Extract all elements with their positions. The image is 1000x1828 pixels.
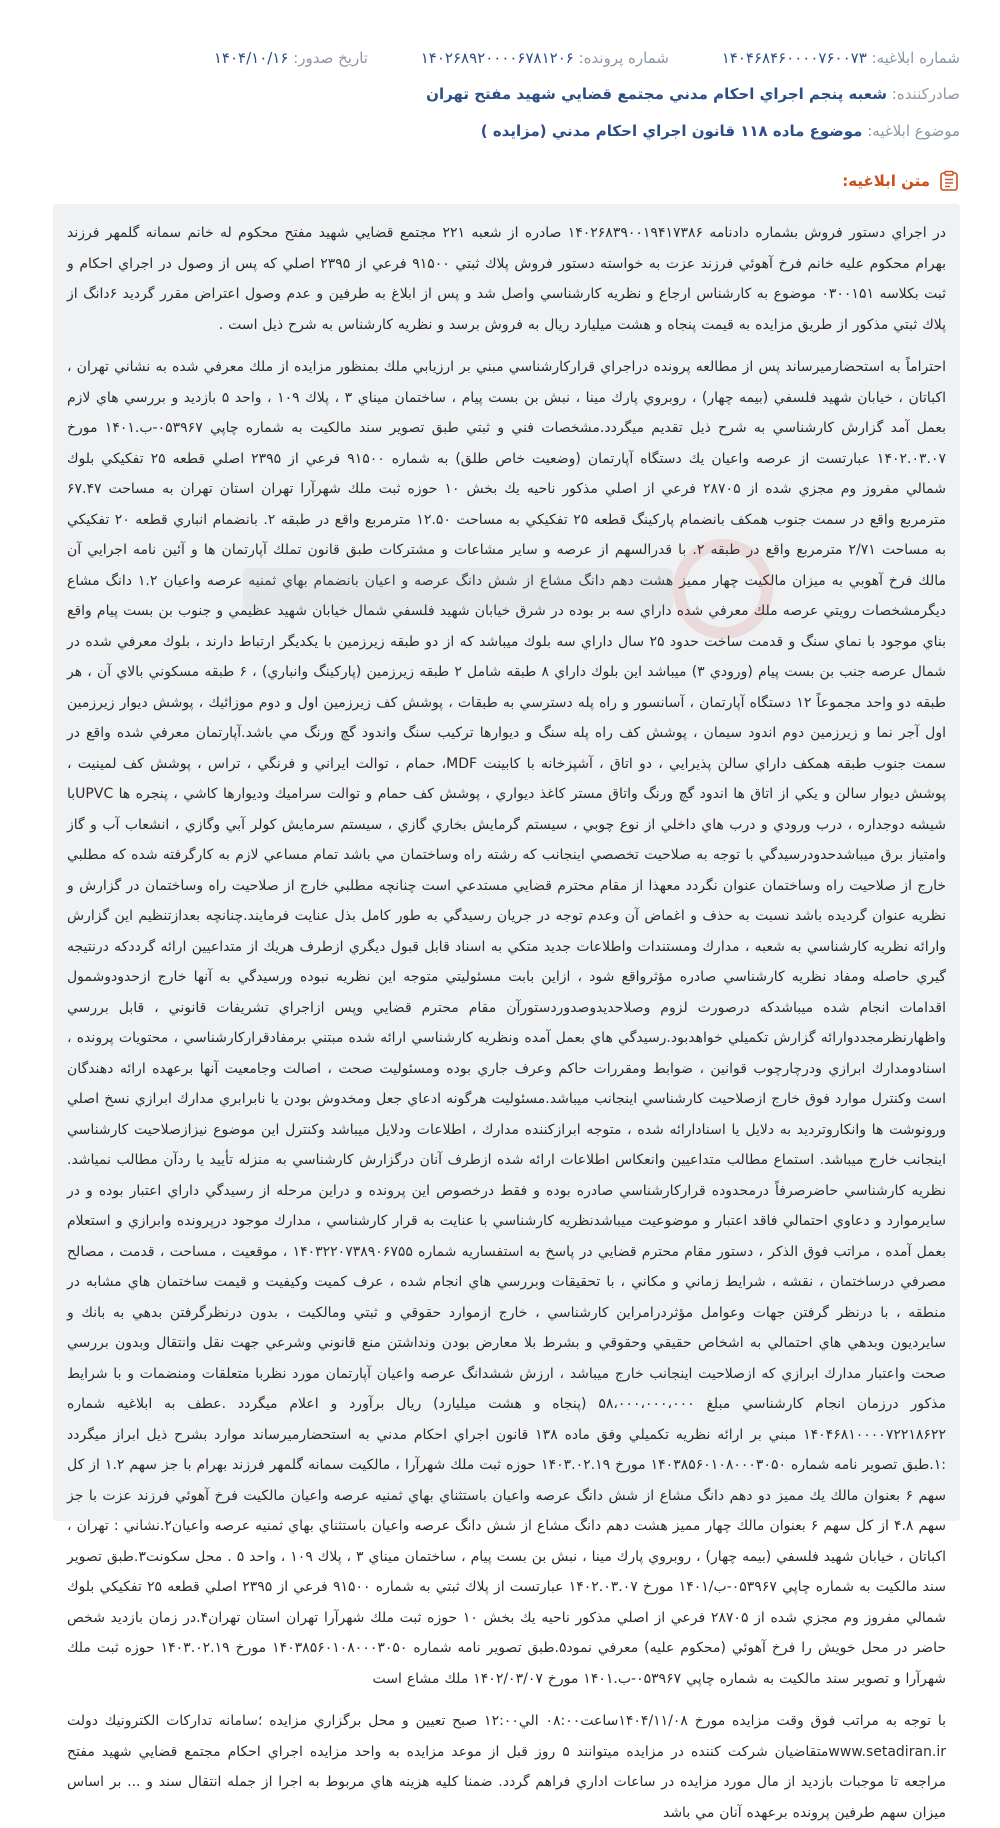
body-paragraph-3: با توجه به مراتب فوق وقت مزايده مورخ ۱۴۰۴/۱۱/۰۸ساعت۰۸:۰۰ الي۱۲:۰۰ صبح تعيين و محل برگزاري مزايده ؛سامانه تداركات الكترونيك دولت www.setadiran.irمتقاضيان شركت كننده در مزايده ميتوانند ۵ روز قبل از موعد مزايده به واحد مزايده اجراي احكام مجتمع قضايي شهيد مفتح مراجعه تا موجبات بازديد از مال مورد مزايده در ساعات اداري فراهم گردد. ضمنا كليه هزينه هاي مربوط به اجرا از جمله انتقال سند و ... بر اساس ميزان سهم طرفين پرونده برعهده آنان مي باشد	[67, 1713, 946, 1821]
body-paragraph-2: احتراماً به استحضارميرساند پس از مطالعه پرونده دراجراي قراركارشناسي مبني بر ارزيابي ملك بمنظور مزايده از ملك معرفي شده به نشاني تهران ، اكباتان ، خيابان شهيد فلسفي (بيمه چهار) ، روبروي پارك مينا ، نبش بن بست پيام ، ساختمان ميناي ۳ ، پلاك ۱۰۹ ، واحد ۵ بازديد و بررسي هاي لازم بعمل آمد گزارش كارشناسي به شرح ذيل تقديم ميگردد.مشخصات فني و ثبتي طبق تصوير سند مالكيت به شماره چاپي ۰۵۳۹۶۷-ب.۱۴۰۱ مورخ ۱۴۰۲.۰۳.۰۷ عبارتست از عرصه واعيان يك دستگاه آپارتمان (وضعيت خاص طلق) به شماره ۹۱۵۰۰ فرعي از ۲۳۹۵ اصلي قطعه ۲۵ تفكيكي بلوك شمالي مفروز وم مجزي شده از ۲۸۷۰۵ فرعي از اصلي مذكور ناحيه يك بخش ۱۰ حوزه ثبت ملك شهرآرا تهران استان تهران به مساحت ۶۷.۴۷ مترمربع واقع در سمت جنوب همكف بانضمام پاركينگ قطعه ۲۵ تفكيكي به مساحت ۱۲.۵۰ مترمربع واقع در طبقه ۲. بانضمام انباري قطعه ۲۰ تفكيكي به مساحت ۲/۷۱ مترمربع واقع در طبقه ۲. با قدرالسهم از عرصه و ساير مشاعات و مشتركات طبق قانون تملك آپارتمان ها و آئين نامه اجرايي آن مالك فرخ آهوبي به ميزان مالكيت چهار مميز هشت دهم دانگ مشاع از شش دانگ عرصه و اعيان بانضمام بهاي ثمنيه عرصه واعيان ۱.۲ دانگ مشاع ديگرمشخصات رويتي عرصه ملك معرفي شده داراي سه بر بوده در شرق خيابان شهيد فلسفي شمال خيابان شهيد عظيمي و جنوب بن بست پيام واقع بناي موجود با نماي سنگ و قدمت ساخت حدود ۲۵ سال داراي سه بلوك ميباشد كه از دو طبقه زيرزمين با يكديگر ارتباط دارند ، بلوك معرفي شده در شمال عرصه جنب بن بست پيام (ورودي ۳) ميباشد اين بلوك داراي ۸ طبقه شامل ۲ طبقه زيرزمين (پاركينگ وانباري) ، ۶ طبقه مسكوني بالاي آن ، هر طبقه دو واحد مجموعاً ۱۲ دستگاه آپارتمان ، آسانسور و راه پله دسترسي به طبقات ، پوشش كف زيرزمين اول و دوم موزائيك ، پوشش ديوار زيرزمين اول آجر نما و زيرزمين دوم اندود سيمان ، پوشش كف راه پله سنگ و ديوارها تركيب سنگ واندود گچ ورنگ مي باشد.آپارتمان معرفي شده واقع در سمت جنوب طبقه همكف داراي سالن پذيرايي ، دو اتاق ، آشپزخانه با كابينت MDF، حمام ، توالت ايراني و فرنگي ، تراس ، پوشش كف لمينيت ، پوشش ديوار سالن و يكي از اتاق ها اندود گچ ورنگ واتاق مستر كاغذ ديواري ، پوشش كف حمام و توالت سراميك وديوارها كاشي ، پنجره ها UPVCبا شيشه دوجداره ، درب ورودي و درب هاي داخلي از نوع چوبي ، سيستم گرمايش بخاري گازي ، سيستم سرمايش كولر آبي وگازي ، انشعاب آب و گاز وامتياز برق ميباشدحدودرسيدگي با توجه به صلاحيت تخصصي اينجانب كه رشته راه وساختمان مي باشد تمام مساعي لازم به كارگرفته شده كه مطلبي خارج از صلاحيت راه وساختمان عنوان نگردد معهذا از مقام محترم قضايي مستدعي است چنانچه مطلبي خارج از صلاحيت راه وساختمان در گزارش و نظريه عنوان گرديده باشد نسبت به حذف و اغماض آن وعدم توجه در جريان رسيدگي به طور كامل بذل عنايت فرمايند.چنانچه بعدازتنظيم اين گزارش وارائه نظريه كارشناسي به شعبه ، مدارك ومستندات واطلاعات جديد متكي به اسناد قابل قبول ديگري ازطرف هريك از متداعيين ارائه گرددكه درنتيجه گيري حاصله ومفاد نظريه كارشناسي صادره مؤثرواقع شود ، ازاين بابت مسئوليتي متوجه اين نظريه نبوده ورسيدگي به آنها خارج ازحدودوشمول اقدامات انجام شده ميباشدكه درصورت لزوم وصلاحديدوصدوردستورآن مقام محترم قضايي وپس ازاجراي تشريفات قانوني ، قابل بررسي واظهارنظرمجددوارائه گزارش تكميلي خواهدبود.رسيدگي هاي بعمل آمده ونظريه كارشناسي ارائه شده مبتني برمفادقراركارشناسي ، محتويات پرونده ، اسنادومدارك ابرازي ودرچارچوب قوانين ، ضوابط ومقررات حاكم وعرف جاري بوده ومسئوليت صحت ، اصالت وجامعيت آنها برعهده ارائه دهندگان است وكنترل موارد فوق خارج ازصلاحيت كارشناسي اينجانب ميباشد.مسئوليت هرگونه ادعاي جعل ومخدوش بودن يا نابرابري مدارك ابرازي نسخ اصلي ورونوشت ها وانكاروترديد به دلايل يا اسنادارائه شده ، متوجه ابرازكننده مدارك ، اطلاعات ودلايل ميباشد وكنترل اين موضوع نيزازصلاحيت كارشناسي اينجانب خارج ميباشد. استماع مطالب متداعيين وانعكاس اطلاعات ارائه شده ازطرف آنان درگزارش كارشناسي به منزله تأييد يا ردآن مطالب نمياشد. نظريه كارشناسي حاضرصرفاً درمحدوده قراركارشناسي صادره بوده و فقط درخصوص اين پرونده و دراين مرحله از رسيدگي داراي اعتبار بوده و در سايرموارد و دعاوي احتمالي فاقد اعتبار و موضوعيت ميباشدنظريه كارشناسي با عنايت به قرار كارشناسي ، مدارك موجود درپرونده وابرازي و استعلام بعمل آمده ، مراتب فوق الذكر ، دستور مقام محترم قضايي در پاسخ به استفساريه شماره ۱۴۰۳۲۲۰۷۳۸۹۰۶۷۵۵ ، موقعيت ، مساحت ، قدمت ، مصالح مصرفي درساختمان ، نقشه ، شرايط زماني و مكاني ، با تحقيقات وبررسي هاي انجام شده ، عرف كميت وكيفيت و قيمت ساختمان هاي مشابه در منطقه ، با درنظر گرفتن جهات وعوامل مؤثردرامراين كارشناسي ، خارج ازموارد حقوقي و ثبتي ومالكيت ، بدون درنظرگرفتن بدهي به بانك و سايرديون وبدهي هاي احتمالي به اشخاص حقيقي وحقوقي و بشرط بلا معارض بودن ونداشتن منع قانوني وشرعي جهت نقل وانتقال وبدون بررسي صحت واعتبار مدارك ابرازي كه ازصلاحيت اينجانب خارج ميباشد ، ارزش ششدانگ عرصه واعيان آپارتمان مورد نظربا متعلقات ومنضمات و با شرايط مذكور درزمان انجام كارشناسي مبلغ ۵۸،۰۰۰،۰۰۰،۰۰۰ (پنجاه و هشت ميليارد) ريال برآورد و اعلام ميگردد .عطف به ابلاغيه شماره ۱۴۰۴۶۸۱۰۰۰۰۷۲۲۱۸۶۲۲ مبني بر ارائه نظريه تكميلي وفق ماده ۱۳۸ قانون اجراي احكام مدني به استحضارميرساند موارد بشرح ذيل ابراز ميگردد :۱.طبق تصوير نامه شماره ۱۴۰۳۸۵۶۰۱۰۸۰۰۰۳۰۵۰ مورخ ۱۴۰۳.۰۲.۱۹ حوزه ثبت ملك شهرآرا ، مالكيت سمانه گلمهر فرزند بهرام با جز سهم ۱.۲ از كل سهم ۶ بعنوان مالك يك مميز دو دهم دانگ مشاع از شش دانگ عرصه واعيان باستثناي بهاي ثمنيه عرصه واعيان مالكيت فرخ آهوئي فرزند عزت با جز سهم ۴.۸ از كل سهم ۶ بعنوان مالك چهار مميز هشت دهم دانگ مشاع از شش دانگ عرصه واعيان باستثناي بهاي ثمنيه عرصه واعيان۲.نشاني : تهران ، اكباتان ، خيابان شهيد فلسفي (بيمه چهار) ، روبروي پارك مينا ، نبش بن بست پيام ، ساختمان ميناي ۳ ، پلاك ۱۰۹ ، واحد ۵ . محل سكونت۳.طبق تصوير سند مالكيت به شماره چاپي ۰۵۳۹۶۷-ب/۱۴۰۱ مورخ ۱۴۰۲.۰۳.۰۷ عبارتست از پلاك ثبتي به شماره ۹۱۵۰۰ فرعي از ۲۳۹۵ اصلي قطعه ۲۵ تفكيكي بلوك شمالي مفروز وم مجزي شده از ۲۸۷۰۵ فرعي از اصلي مذكور ناحيه يك بخش ۱۰ حوزه ثبت ملك شهرآرا تهران استان تهران۴.در زمان بازديد شخص حاضر در محل خويش را فرخ آهوئي (محكوم عليه) معرفي نمود۵.طبق تصوير نامه شماره ۱۴۰۳۸۵۶۰۱۰۸۰۰۰۳۰۵۰ مورخ ۱۴۰۳.۰۲.۱۹ حوزه ثبت ملك شهرآرا و تصوير سند مالكيت به شماره چاپي ۰۵۳۹۶۷-ب.۱۴۰۱ مورخ ۱۴۰۲/۰۳/۰۷ ملك مشاع است	[67, 359, 947, 1687]
file-number	[421, 47, 669, 69]
header-row-numbers	[40, 47, 960, 69]
subject-value: موضوع ماده ۱۱۸ قانون اجراي احكام مدني (مزايده )	[480, 122, 863, 140]
header-row-subject	[40, 120, 960, 142]
issuer-label: صادرکننده:	[891, 85, 960, 103]
issue-date	[214, 47, 368, 69]
file-number-value: ۱۴۰۲۶۸۹۲۰۰۰۰۶۷۸۱۲۰۶	[420, 49, 574, 67]
notice-number-label: شماره ابلاغیه:	[871, 49, 960, 67]
notice-body	[53, 204, 960, 1821]
issuer-value: شعبه پنجم اجراي احكام مدني مجتمع قضايي شهيد مفتح تهران	[426, 85, 887, 103]
notice-number-value: ۱۴۰۴۶۸۴۶۰۰۰۰۷۶۰۰۷۳	[721, 49, 867, 67]
header-row-issuer	[40, 83, 960, 105]
notice-number	[722, 47, 960, 69]
body-paragraph-1: در اجراي دستور فروش بشماره دادنامه ۱۴۰۲۶۸۳۹۰۰۱۹۴۱۷۳۸۶ صادره از شعبه ۲۲۱ مجتمع قضايي شهيد مفتح محكوم له خانم سمانه گلمهر فرزند بهرام محكوم عليه خانم فرخ آهوئي فرزند عزت به خواسته دستور فروش پلاك ثبتي ۹۱۵۰۰ فرعي از ۲۳۹۵ اصلي كه پس از وصول در اجراي احكام و ثبت بكلاسه ۰۳۰۰۱۵۱ موضوع به كارشناس ارجاع و نظريه كارشناسي واصل شد و پس از ابلاغ به طرفين و عدم وصول اعتراض مقرر گرديد ۶دانگ از پلاك ثبتي مذكور از طريق مزايده به قيمت پنجاه و هشت ميليارد ريال به فروش برسد و نظريه كارشناس به شرح ذيل است .	[67, 225, 946, 333]
issue-date-label: تاریخ صدور:	[293, 49, 368, 67]
subject-label: موضوع ابلاغیه:	[867, 122, 960, 140]
file-number-label: شماره پرونده:	[578, 49, 669, 67]
notice-text-heading	[842, 170, 960, 192]
document-icon	[938, 170, 960, 192]
notice-text-title: متن ابلاغیه:	[842, 172, 930, 190]
issue-date-value: ۱۴۰۴/۱۰/۱۶	[213, 49, 289, 67]
